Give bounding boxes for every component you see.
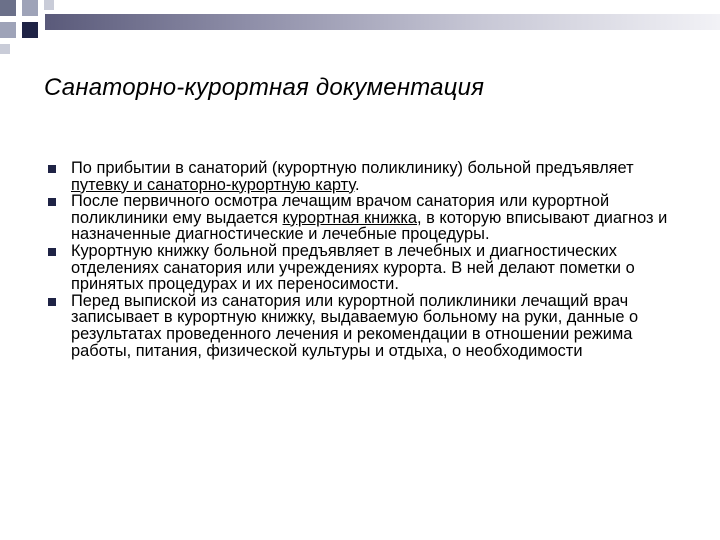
- bullet-link[interactable]: путевку и санаторно-курортную карту: [71, 175, 355, 194]
- list-item: [44, 193, 684, 243]
- square-bullet-icon: [48, 298, 56, 306]
- bullet-list: [44, 160, 684, 359]
- list-item: [44, 293, 684, 359]
- header-gradient-bar: [45, 14, 720, 30]
- bullet-text: Курортную книжку больной предъявляет в лечебных и диагностических отделениях санатория или учреждениях курорта. В ней делают пометки о принятых процедурах и их переносимости.: [71, 241, 635, 294]
- slide-title: Санаторно-курортная документация: [44, 74, 485, 101]
- bullet-text: По прибытии в санаторий (курортную поликлинику) больной предъявляет: [71, 159, 634, 177]
- bullet-text-tail: , в которую вписывают диагноз и назначенные диагностические и лечебные процедуры.: [71, 208, 668, 244]
- square-bullet-icon: [48, 165, 56, 173]
- bullet-link[interactable]: курортная книжка: [282, 208, 417, 227]
- square-bullet-icon: [48, 248, 56, 256]
- bullet-text: После первичного осмотра лечащим врачом санатория или курортной поликлиники ему выдается: [71, 192, 610, 227]
- square-bullet-icon: [48, 198, 56, 206]
- bullet-text-tail: .: [354, 175, 360, 194]
- list-item: [44, 160, 684, 193]
- list-item: [44, 243, 684, 293]
- bullet-text: Перед выпиской из санатория или курортной поликлиники лечащий врач записывает в курортную книжку, выдаваемую больному на руки, данные о результатах проведенного лечения и рекомендации в отношении режима работы, питания, физической культуры и отдыха, о необходимости: [71, 291, 639, 360]
